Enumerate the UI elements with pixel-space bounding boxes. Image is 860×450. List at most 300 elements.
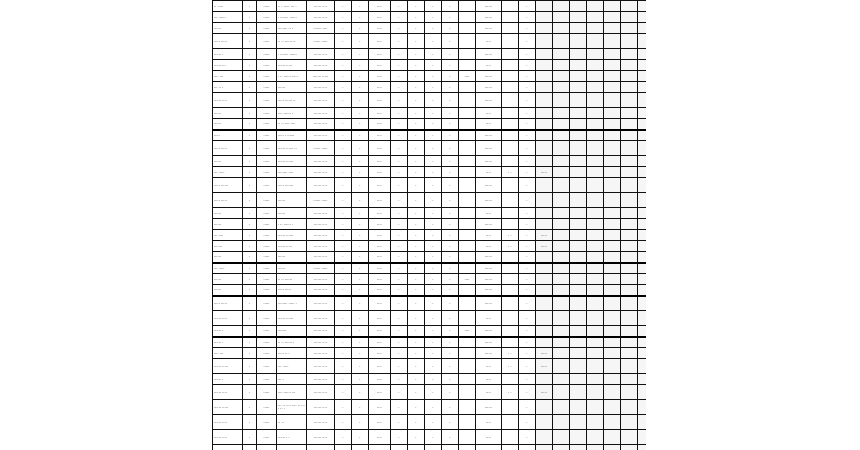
table-cell: [553, 23, 570, 34]
table-cell: [604, 263, 621, 274]
table-cell: [536, 337, 553, 348]
table-cell: ·: [408, 348, 425, 359]
table-cell: ······ ····: [307, 208, 335, 219]
table-cell: ·: [442, 348, 459, 359]
table-cell: ····: [369, 130, 391, 141]
table-cell: [459, 400, 476, 415]
table-cell: [570, 12, 587, 23]
table-cell: ·· ·· ···· ····: [277, 119, 307, 130]
table-cell: [621, 93, 638, 108]
table-cell: ·: [335, 156, 352, 167]
table-cell: [553, 71, 570, 82]
table-cell: ······: [476, 219, 502, 230]
table-cell: [587, 119, 604, 130]
table-cell: ·····: [257, 374, 277, 385]
table-cell: [502, 1, 519, 12]
table-cell: ····· · ······: [277, 130, 307, 141]
table-cell: ·: [519, 71, 536, 82]
table-cell: [621, 359, 638, 374]
table-cell: [638, 219, 647, 230]
table-cell: ······ ····: [307, 326, 335, 337]
table-cell: [459, 130, 476, 141]
table-cell: ·: [391, 193, 408, 208]
table-cell: ····: [369, 60, 391, 71]
table-cell: ····: [369, 193, 391, 208]
table-cell: ·: [408, 130, 425, 141]
table-cell: [621, 385, 638, 400]
table-row: [213, 296, 647, 311]
table-cell: [621, 108, 638, 119]
table-cell: [570, 326, 587, 337]
table-cell: [502, 219, 519, 230]
table-cell: [536, 1, 553, 12]
table-cell: [638, 208, 647, 219]
table-cell: ·: [442, 23, 459, 34]
table-cell: [459, 167, 476, 178]
table-cell: ······ ······: [277, 156, 307, 167]
table-cell: [553, 337, 570, 348]
table-cell: [604, 359, 621, 374]
table-cell: ······ ·····: [213, 400, 243, 415]
table-cell: [459, 385, 476, 400]
table-cell: ····: [369, 219, 391, 230]
table-cell: ·: [408, 108, 425, 119]
table-cell: ······ ····: [307, 385, 335, 400]
table-cell: ·····: [257, 274, 277, 285]
table-cell: ·: [519, 326, 536, 337]
table-cell: ·: [519, 156, 536, 167]
table-cell: [604, 1, 621, 12]
table-cell: [459, 445, 476, 450]
table-cell: [638, 156, 647, 167]
table-cell: [621, 208, 638, 219]
table-cell: ·: [519, 337, 536, 348]
table-cell: ······ ·····: [307, 263, 335, 274]
table-cell: [638, 1, 647, 12]
table-cell: ·: [243, 385, 257, 400]
table-cell: [638, 400, 647, 415]
table-cell: [570, 430, 587, 445]
table-cell: ······ ·: [213, 326, 243, 337]
table-cell: ·· · ····· ··· ·: [277, 1, 307, 12]
table-cell: [459, 23, 476, 34]
table-cell: ·: [391, 219, 408, 230]
table-cell: ····: [369, 326, 391, 337]
table-cell: [638, 274, 647, 285]
table-cell: [553, 156, 570, 167]
table-cell: [553, 252, 570, 263]
table-cell: ······ ····: [307, 348, 335, 359]
table-cell: ·: [425, 93, 442, 108]
table-cell: ·: [335, 400, 352, 415]
table-cell: ·: [442, 230, 459, 241]
table-cell: [604, 348, 621, 359]
table-cell: ·: [442, 193, 459, 208]
table-cell: [604, 82, 621, 93]
table-cell: ····· ·······: [277, 178, 307, 193]
table-cell: [621, 274, 638, 285]
table-cell: [536, 60, 553, 71]
table-cell: ······: [213, 219, 243, 230]
table-cell: ·: [243, 400, 257, 415]
table-cell: ·: [243, 241, 257, 252]
table-cell: [502, 23, 519, 34]
table-cell: ·: [352, 415, 369, 430]
table-cell: [604, 326, 621, 337]
table-cell: [604, 178, 621, 193]
table-cell: [604, 49, 621, 60]
table-cell: ····: [476, 230, 502, 241]
table-cell: ·: [391, 49, 408, 60]
table-cell: [536, 93, 553, 108]
table-cell: ·: [243, 263, 257, 274]
table-cell: · ······· ······: [277, 12, 307, 23]
table-cell: ·····: [257, 34, 277, 49]
table-cell: [459, 93, 476, 108]
table-cell: ·: [442, 219, 459, 230]
table-cell: ·: [519, 296, 536, 311]
table-cell: ·: [243, 445, 257, 450]
table-row: [213, 49, 647, 60]
table-cell: ·: [352, 385, 369, 400]
table-cell: ·····: [257, 219, 277, 230]
table-cell: ·: [408, 82, 425, 93]
table-cell: ·: [519, 430, 536, 445]
table-cell: ······: [476, 1, 502, 12]
table-cell: [459, 348, 476, 359]
table-cell: ·: [335, 141, 352, 156]
table-cell: ·: [335, 130, 352, 141]
table-cell: ·: [425, 337, 442, 348]
table-cell: [502, 193, 519, 208]
table-cell: [570, 71, 587, 82]
table-cell: ·: [425, 274, 442, 285]
table-cell: ····: [369, 348, 391, 359]
table-cell: ······: [476, 23, 502, 34]
table-cell: ·: [352, 82, 369, 93]
table-cell: [536, 296, 553, 311]
table-cell: [621, 230, 638, 241]
table-cell: ····· ·····: [213, 193, 243, 208]
table-cell: ····: [369, 241, 391, 252]
table-cell: ······ ·: [213, 337, 243, 348]
table-cell: ·: [243, 208, 257, 219]
table-cell: · ······· ······: [277, 49, 307, 60]
table-row: [213, 93, 647, 108]
table-cell: [638, 359, 647, 374]
table-cell: ····· ·····: [213, 34, 243, 49]
table-cell: ····: [369, 430, 391, 445]
table-cell: ·: [425, 241, 442, 252]
table-cell: ·: [408, 12, 425, 23]
table-cell: [459, 108, 476, 119]
table-cell: ······: [277, 252, 307, 263]
table-cell: [459, 311, 476, 326]
table-cell: ····: [369, 374, 391, 385]
table-cell: ·····: [257, 348, 277, 359]
table-cell: ·: [352, 348, 369, 359]
table-cell: ·: [352, 230, 369, 241]
table-cell: [459, 49, 476, 60]
table-cell: ·: [391, 141, 408, 156]
table-cell: ······: [213, 23, 243, 34]
table-cell: ·: [335, 119, 352, 130]
table-cell: ·····: [257, 12, 277, 23]
table-cell: [459, 285, 476, 296]
table-cell: ·: [519, 141, 536, 156]
table-cell: ·····: [257, 263, 277, 274]
table-cell: ·: [408, 219, 425, 230]
table-cell: ·: [335, 108, 352, 119]
table-cell: ·: [519, 445, 536, 450]
table-cell: ······ ······: [277, 311, 307, 326]
table-cell: ····: [369, 274, 391, 285]
table-cell: ·: [442, 82, 459, 93]
table-cell: ·: [519, 374, 536, 385]
table-cell: [587, 296, 604, 311]
table-cell: ······ ····: [307, 49, 335, 60]
table-cell: ·: [391, 108, 408, 119]
table-cell: [604, 430, 621, 445]
table-cell: ·: [408, 285, 425, 296]
table-cell: ······: [476, 12, 502, 23]
table-cell: [459, 430, 476, 445]
table-cell: [604, 130, 621, 141]
table-cell: ·····: [257, 445, 277, 450]
table-cell: ·: [335, 12, 352, 23]
table-cell: ····: [369, 141, 391, 156]
table-cell: [638, 141, 647, 156]
table-cell: [536, 178, 553, 193]
table-cell: ·: [391, 178, 408, 193]
table-cell: ······ ·····: [307, 141, 335, 156]
table-cell: [553, 219, 570, 230]
table-cell: [459, 337, 476, 348]
table-cell: [621, 23, 638, 34]
table-cell: ····: [476, 108, 502, 119]
table-cell: ·: [335, 178, 352, 193]
table-cell: ·: [391, 359, 408, 374]
table-cell: [604, 252, 621, 263]
table-cell: ······: [277, 263, 307, 274]
table-cell: ·: [391, 348, 408, 359]
table-cell: ·······: [277, 326, 307, 337]
table-cell: ·: [442, 285, 459, 296]
table-cell: [502, 156, 519, 167]
table-cell: ·: [391, 374, 408, 385]
table-cell: [459, 12, 476, 23]
table-cell: ·····: [257, 385, 277, 400]
table-cell: ····: [369, 296, 391, 311]
table-cell: · ·: [502, 241, 519, 252]
table-cell: [553, 193, 570, 208]
table-cell: [570, 274, 587, 285]
table-cell: ·: [243, 285, 257, 296]
table-cell: ·: [335, 167, 352, 178]
table-cell: ·: [391, 252, 408, 263]
table-cell: ·: [442, 1, 459, 12]
table-cell: [570, 156, 587, 167]
table-cell: [502, 274, 519, 285]
table-cell: ·: [425, 445, 442, 450]
table-cell: [638, 93, 647, 108]
table-cell: [502, 12, 519, 23]
table-cell: [587, 241, 604, 252]
table-row: [213, 311, 647, 326]
table-cell: [570, 130, 587, 141]
table-cell: [553, 141, 570, 156]
table-cell: [553, 93, 570, 108]
table-cell: ·: [391, 230, 408, 241]
table-cell: ·: [425, 348, 442, 359]
table-cell: ·: [352, 1, 369, 12]
table-cell: ·: [243, 156, 257, 167]
table-cell: ·····: [536, 241, 553, 252]
table-cell: [621, 1, 638, 12]
table-cell: [604, 296, 621, 311]
table-cell: ······: [277, 82, 307, 93]
table-cell: ·: [519, 34, 536, 49]
table-cell: ·: [519, 263, 536, 274]
table-cell: [553, 108, 570, 119]
table-cell: ······ ····: [307, 374, 335, 385]
table-cell: ····· ·····: [213, 141, 243, 156]
table-cell: ····: [369, 12, 391, 23]
table-cell: ····: [476, 311, 502, 326]
table-cell: ····: [459, 71, 476, 82]
table-cell: [570, 167, 587, 178]
table-row: [213, 359, 647, 374]
table-cell: [587, 130, 604, 141]
table-cell: [459, 1, 476, 12]
table-cell: ······ ····: [307, 230, 335, 241]
table-cell: ·: [335, 337, 352, 348]
table-cell: [570, 82, 587, 93]
table-cell: [621, 252, 638, 263]
table-cell: ·: [391, 430, 408, 445]
table-cell: [604, 119, 621, 130]
table-row: [213, 167, 647, 178]
table-row: [213, 400, 647, 415]
table-cell: ·: [391, 119, 408, 130]
table-cell: ······· ····: [307, 23, 335, 34]
table-cell: [570, 374, 587, 385]
table-cell: [553, 230, 570, 241]
table-cell: ·: [335, 82, 352, 93]
table-cell: [638, 348, 647, 359]
table-cell: [502, 60, 519, 71]
table-cell: ·····: [536, 230, 553, 241]
table-cell: ······ ····: [307, 108, 335, 119]
table-cell: ······· ·····: [307, 71, 335, 82]
table-cell: ·····: [257, 241, 277, 252]
table-cell: [570, 359, 587, 374]
table-cell: ·: [519, 119, 536, 130]
table-row: [213, 374, 647, 385]
table-cell: ·: [352, 49, 369, 60]
table-cell: ·: [352, 296, 369, 311]
table-cell: [570, 445, 587, 450]
table-cell: [553, 263, 570, 274]
table-cell: ·: [425, 385, 442, 400]
table-cell: ····: [476, 119, 502, 130]
table-cell: ······: [476, 400, 502, 415]
table-cell: [621, 311, 638, 326]
table-cell: ······: [476, 178, 502, 193]
table-cell: ··· ·: [277, 374, 307, 385]
table-cell: [638, 311, 647, 326]
table-cell: ·: [243, 82, 257, 93]
table-cell: ······ ···: [213, 60, 243, 71]
table-cell: [570, 119, 587, 130]
table-cell: ·: [391, 60, 408, 71]
table-row: [213, 1, 647, 12]
table-row: [213, 219, 647, 230]
table-cell: [536, 82, 553, 93]
table-row: [213, 193, 647, 208]
table-cell: ·: [391, 385, 408, 400]
table-cell: [587, 178, 604, 193]
table-cell: [587, 348, 604, 359]
table-cell: [604, 230, 621, 241]
table-cell: ····: [476, 415, 502, 430]
table-cell: [459, 263, 476, 274]
table-cell: ·: [243, 130, 257, 141]
table-cell: ·: [391, 274, 408, 285]
table-cell: ·: [519, 285, 536, 296]
table-cell: [621, 119, 638, 130]
table-cell: [638, 230, 647, 241]
table-row: [213, 130, 647, 141]
table-cell: [502, 108, 519, 119]
table-cell: [638, 385, 647, 400]
table-cell: ··· ·· ·: [213, 82, 243, 93]
table-row: [213, 156, 647, 167]
table-cell: ········ ····· ·: [277, 296, 307, 311]
table-cell: [587, 445, 604, 450]
table-row: [213, 178, 647, 193]
table-cell: [638, 130, 647, 141]
table-cell: ·: [391, 326, 408, 337]
table-cell: ······ ·: [213, 374, 243, 385]
table-cell: ····: [476, 430, 502, 445]
table-cell: [459, 219, 476, 230]
table-cell: ·: [408, 400, 425, 415]
table-cell: ·: [391, 82, 408, 93]
table-cell: ······: [476, 285, 502, 296]
table-cell: ·: [335, 385, 352, 400]
table-cell: [570, 263, 587, 274]
table-cell: [459, 82, 476, 93]
table-cell: ·: [442, 34, 459, 49]
table-cell: ·· ·····: [213, 1, 243, 12]
table-cell: ··· ·····: [277, 359, 307, 374]
table-cell: ·····: [257, 326, 277, 337]
table-cell: [604, 60, 621, 71]
table-cell: ·: [335, 445, 352, 450]
table-cell: [587, 108, 604, 119]
table-cell: ·: [352, 108, 369, 119]
table-cell: ·: [519, 60, 536, 71]
table-cell: ·: [519, 49, 536, 60]
table-cell: [553, 415, 570, 430]
table-cell: [536, 71, 553, 82]
table-cell: ·: [442, 252, 459, 263]
table-cell: [536, 12, 553, 23]
table-cell: [459, 208, 476, 219]
table-cell: ······ ····: [307, 415, 335, 430]
table-cell: ······ ····: [307, 130, 335, 141]
